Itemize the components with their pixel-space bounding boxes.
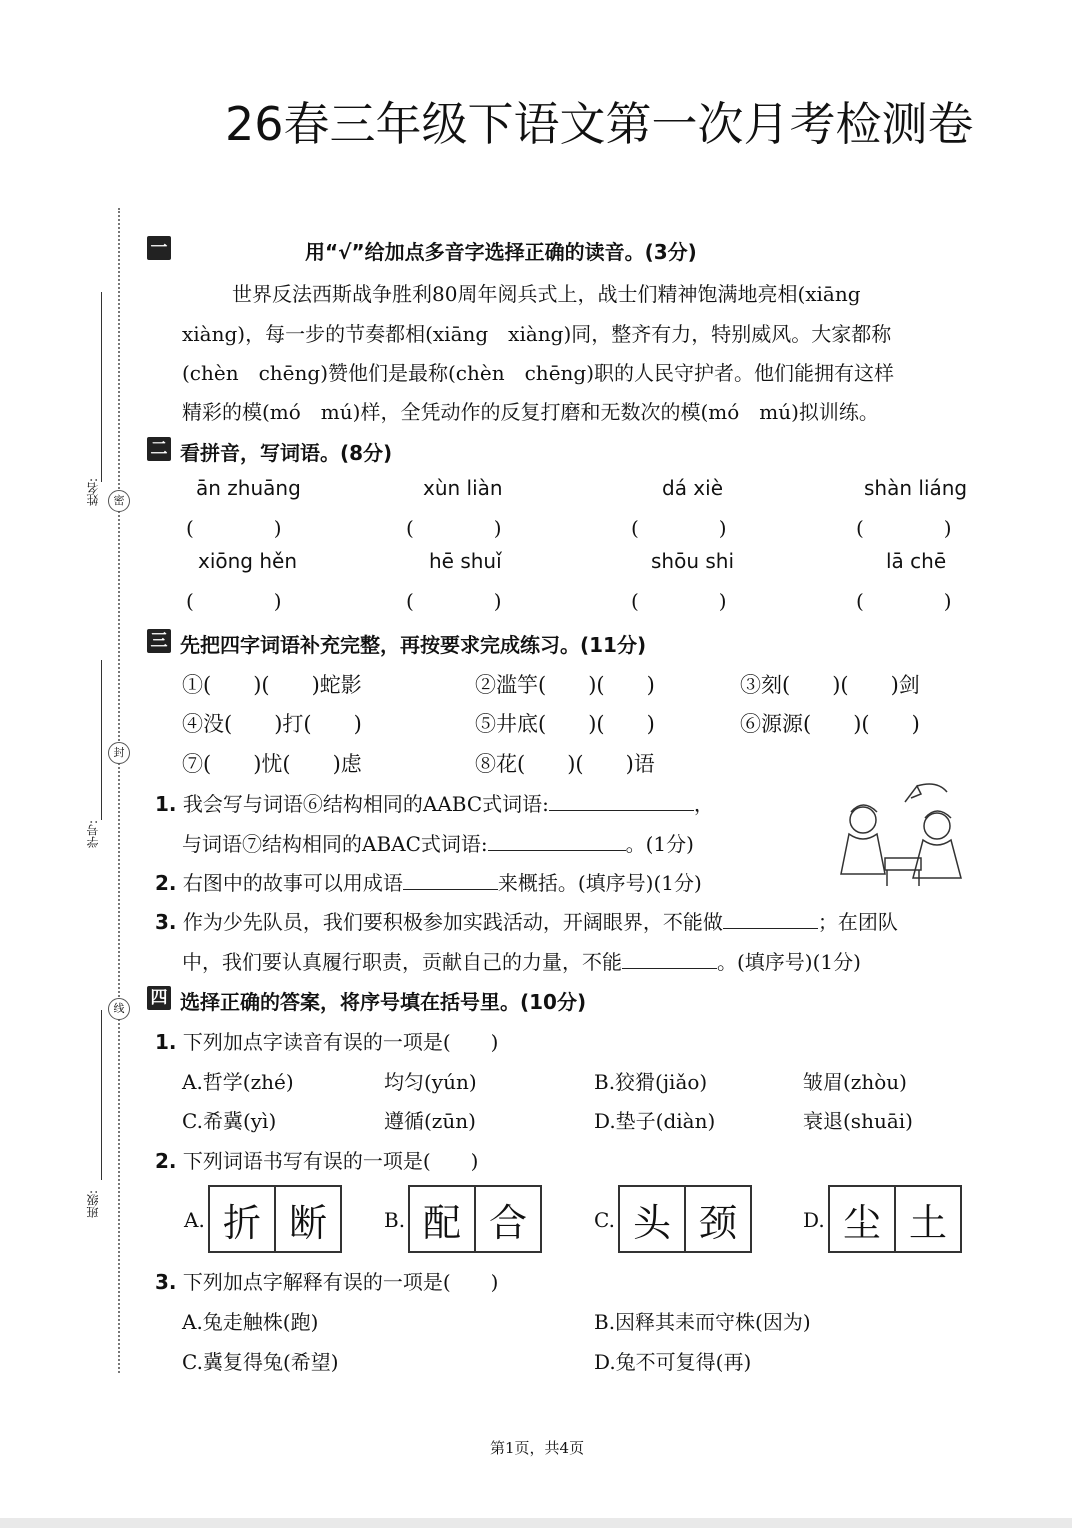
- seal-mark-feng: 封: [108, 742, 130, 764]
- section-4-heading: 选择正确的答案，将序号填在括号里。(10分): [180, 990, 587, 1014]
- s4-q1-option-b1: B.狡猾(jiǎo): [594, 1070, 708, 1094]
- s4-q2-option-a-grid: [208, 1185, 342, 1253]
- pinyin-5: xiōng hěn: [198, 549, 298, 573]
- s4-q3-option-c: C.冀复得兔(希望): [182, 1350, 339, 1374]
- pinyin-7: shōu shi: [651, 549, 735, 573]
- s3-q1-number: 1.: [155, 792, 177, 816]
- answer-blank-8[interactable]: ( ): [856, 589, 952, 613]
- grid-char: 尘: [842, 1200, 881, 1245]
- class-label: 班级:: [86, 1190, 100, 1219]
- idiom-5[interactable]: ⑤井底( )( ): [475, 712, 655, 736]
- pinyin-4: shàn liáng: [864, 476, 968, 500]
- s3-q1-blank-b[interactable]: [488, 849, 626, 851]
- s4-q1-option-a2: 均匀(yún): [384, 1070, 477, 1094]
- s3-q3-text-b: ；在团队: [817, 910, 898, 934]
- section-1-line-1: 世界反法西斯战争胜利80周年阅兵式上，战士们精神饱满地亮相(xiāng: [232, 282, 861, 306]
- id-label: 学号:: [86, 820, 100, 849]
- s4-q1: [155, 1026, 498, 1055]
- section-3-number-badge: 三: [147, 629, 171, 653]
- s3-q3-blank-a[interactable]: [723, 927, 818, 929]
- s4-q2-option-a-label: A.: [184, 1208, 205, 1232]
- s3-q3-blank-b[interactable]: [622, 967, 717, 969]
- s4-q2-option-c-grid: [618, 1185, 752, 1253]
- binding-dotted-line: [118, 208, 120, 1373]
- answer-blank-4[interactable]: ( ): [856, 516, 952, 540]
- s3-q3-text-c: 中，我们要认真履行职责，贡献自己的力量，不能: [182, 950, 622, 974]
- id-underline: [101, 660, 102, 820]
- s3-q2-blank[interactable]: [403, 888, 498, 890]
- s3-q2-text-a: 右图中的故事可以用成语: [182, 871, 403, 895]
- seal-mark-mi: 密: [108, 490, 130, 512]
- chess-story-illustration: [835, 782, 975, 894]
- answer-blank-6[interactable]: ( ): [406, 589, 502, 613]
- s3-q1-comma: ，: [693, 792, 714, 816]
- s4-q3-option-a: A.兔走触株(跑): [182, 1310, 319, 1334]
- idiom-6[interactable]: ⑥源源( )( ): [740, 712, 920, 736]
- s3-q1-blank-a[interactable]: [549, 809, 694, 811]
- page-title: 26春三年级下语文第一次月考检测卷: [225, 97, 974, 151]
- s3-q2-text-b: 来概括。(填序号)(1分): [497, 871, 702, 895]
- grid-char: 土: [894, 1187, 960, 1251]
- s4-q3: [155, 1266, 498, 1295]
- section-2-number-badge: 二: [147, 437, 171, 461]
- grid-char: 断: [274, 1187, 340, 1251]
- s3-q3-line2: [182, 946, 861, 975]
- answer-blank-3[interactable]: ( ): [631, 516, 727, 540]
- s4-q2-option-b-grid: [408, 1185, 542, 1253]
- s3-q3-number: 3.: [155, 910, 177, 934]
- s3-q1-text-b: 与词语⑦结构相同的ABAC式词语:: [182, 832, 488, 856]
- section-1-line-3: (chèn chēng)赞他们是最称(chèn chēng)职的人民守护者。他们能拥有这样: [182, 361, 895, 385]
- s4-q1-option-d2: 衰退(shuāi): [803, 1109, 913, 1133]
- s3-q3: [155, 906, 898, 935]
- s4-q1-option-a1: A.哲学(zhé): [182, 1070, 294, 1094]
- section-2-heading: 看拼音，写词语。(8分): [180, 441, 393, 465]
- answer-blank-2[interactable]: ( ): [406, 516, 502, 540]
- answer-blank-1[interactable]: ( ): [186, 516, 282, 540]
- seal-mark-xian: 线: [108, 998, 130, 1020]
- s4-q2-option-b-label: B.: [384, 1208, 406, 1232]
- page-footer: 第1页，共4页: [490, 1439, 585, 1457]
- class-underline: [101, 1010, 102, 1180]
- section-1-heading: 用“√”给加点多音字选择正确的读音。(3分): [305, 240, 697, 264]
- s4-q1-number: 1.: [155, 1030, 177, 1054]
- s4-q1-option-c1: C.希冀(yì): [182, 1109, 277, 1133]
- s4-q3-number: 3.: [155, 1270, 177, 1294]
- s4-q3-option-d: D.兔不可复得(再): [594, 1350, 752, 1374]
- pinyin-8: lā chē: [886, 549, 947, 573]
- s3-q1-text-a: 我会写与词语⑥结构相同的AABC式词语:: [182, 792, 549, 816]
- section-3-heading: 先把四字词语补充完整，再按要求完成练习。(11分): [180, 633, 647, 657]
- grid-char: 合: [474, 1187, 540, 1251]
- s4-q2: [155, 1145, 478, 1174]
- grid-char: 配: [422, 1200, 461, 1245]
- bottom-edge: [0, 1518, 1072, 1528]
- s4-q1-option-d1: D.垫子(diàn): [594, 1109, 716, 1133]
- s3-q1: [155, 788, 714, 817]
- s3-q2-number: 2.: [155, 871, 177, 895]
- idiom-1[interactable]: ①( )( )蛇影: [182, 673, 362, 697]
- pinyin-2: xùn liàn: [423, 476, 503, 500]
- s4-q3-stem[interactable]: 下列加点字解释有误的一项是( ): [182, 1270, 499, 1294]
- section-1-number-badge: 一: [147, 236, 171, 260]
- idiom-7[interactable]: ⑦( )忧( )虑: [182, 752, 362, 776]
- s3-q1-end: 。(1分): [625, 832, 694, 856]
- s3-q3-text-a: 作为少先队员，我们要积极参加实践活动，开阔眼界，不能做: [182, 910, 723, 934]
- answer-blank-7[interactable]: ( ): [631, 589, 727, 613]
- s4-q2-option-d-label: D.: [803, 1208, 825, 1232]
- s3-q2: [155, 867, 702, 896]
- name-underline: [101, 292, 102, 482]
- s4-q2-option-d-grid: [828, 1185, 962, 1253]
- section-1-line-2: xiàng)，每一步的节奏都相(xiāng xiàng)同，整齐有力，特别威风。大家都称: [182, 322, 892, 346]
- name-label: 姓名:: [86, 478, 100, 507]
- grid-char: 颈: [684, 1187, 750, 1251]
- grid-char: 折: [222, 1200, 261, 1245]
- s4-q3-option-b: B.因释其耒而守株(因为): [594, 1310, 811, 1334]
- section-1-line-4: 精彩的模(mó mú)样，全凭动作的反复打磨和无数次的模(mó mú)拟训练。: [182, 400, 879, 424]
- idiom-3[interactable]: ③刻( )( )剑: [740, 673, 920, 697]
- s4-q2-number: 2.: [155, 1149, 177, 1173]
- grid-char: 头: [632, 1200, 671, 1245]
- s4-q2-stem[interactable]: 下列词语书写有误的一项是( ): [182, 1149, 479, 1173]
- section-4-number-badge: 四: [147, 986, 171, 1010]
- answer-blank-5[interactable]: ( ): [186, 589, 282, 613]
- idiom-8[interactable]: ⑧花( )( )语: [475, 752, 655, 776]
- pinyin-1: ān zhuāng: [196, 476, 301, 500]
- s4-q1-option-b2: 皱眉(zhòu): [803, 1070, 907, 1094]
- idiom-4[interactable]: ④没( )打( ): [182, 712, 362, 736]
- pinyin-3: dá xiè: [662, 476, 724, 500]
- s4-q1-option-c2: 遵循(zūn): [384, 1109, 476, 1133]
- s3-q3-text-d: 。(填序号)(1分): [717, 950, 861, 974]
- s4-q2-option-c-label: C.: [594, 1208, 615, 1232]
- idiom-2[interactable]: ②滥竽( )( ): [475, 673, 655, 697]
- pinyin-6: hē shuǐ: [429, 549, 502, 573]
- s4-q1-stem[interactable]: 下列加点字读音有误的一项是( ): [182, 1030, 499, 1054]
- s3-q1-line2: [182, 828, 694, 857]
